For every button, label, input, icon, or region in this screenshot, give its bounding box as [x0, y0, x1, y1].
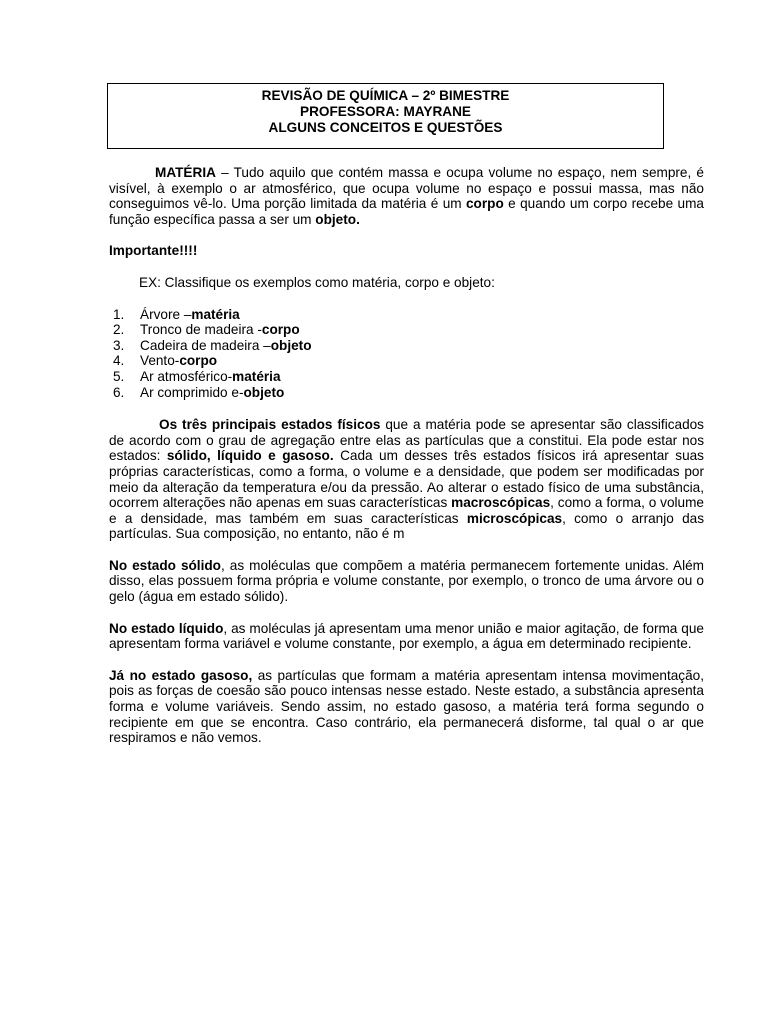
- materia-term: MATÉRIA: [155, 165, 216, 180]
- list-item: 4. Vento- corpo: [113, 353, 218, 369]
- title-line-3: ALGUNS CONCEITOS E QUESTÕES: [268, 120, 503, 135]
- document-body: [109, 165, 704, 746]
- exercise-list: [109, 307, 704, 401]
- gasoso-paragraph: Já no estado gasoso, as partículas que formam a matéria apresentam intensa movimentação, pois as forças de coesão são pouco intensas nesse estado. Neste estado, a substância apresenta forma e volume variáveis. Sendo assim, no estado gasoso, a matéria terá forma segundo o recipiente em que se encontra. Caso contrário, ela permanecerá disforme, tal qual o ar que respiramos e não vemos.: [109, 667, 704, 746]
- title-line-1: REVISÃO DE QUÍMICA – 2º BIMESTRE: [261, 88, 510, 103]
- estados-paragraph: Os três principais estados físicos que a matéria pode se apresentar são classificados de acordo com o grau de agregação entre elas as partículas que a constitui. Ela pode estar nos estados: sólido, líquido e gasoso. Cada um desses três estados físicos irá apresentar suas próprias características, como a forma, o volume e a densidade, que podem ser modificadas por meio da alteração da temperatura e/ou da pressão. Ao alterar o estado físico de uma substância, ocorrem alterações não apenas em suas características macroscópicas, como a forma, o volume e a densidade, mas também em suas características microscópicas, como o arranjo das partículas. Sua composição, no entanto, não é m: [109, 417, 704, 542]
- list-item: 1. Árvore – matéria: [113, 306, 240, 322]
- liquido-paragraph: No estado líquido, as moléculas já apresentam uma menor união e maior agitação, de forma que apresentam forma variável e volume constante, por exemplo, a água em determinado recipiente.: [109, 620, 704, 652]
- exercise-prompt: EX: Classifique os exemplos como matéria, corpo e objeto:: [139, 274, 495, 290]
- materia-paragraph: [109, 165, 704, 227]
- importante-heading: Importante!!!!: [109, 243, 198, 259]
- list-item: 2. Tronco de madeira - corpo: [113, 322, 300, 338]
- corpo-term: corpo: [465, 196, 504, 212]
- objeto-term: objeto.: [315, 211, 360, 227]
- materia-text-1: – Tudo aquilo que contém massa e ocupa volume no espaço, nem sempre, é visível, à exemplo o ar atmosférico, que ocupa volume no espaço e possui massa, mas não conseguimos vê-lo. Uma porção limitada da matéria é um: [109, 165, 704, 212]
- list-item: 5. Ar atmosférico- matéria: [113, 368, 281, 384]
- list-item: 3. Cadeira de madeira – objeto: [113, 337, 312, 353]
- materia-text-2: e quando um corpo recebe uma função específica passa a ser um: [109, 196, 704, 227]
- title-box: [107, 83, 664, 149]
- title-line-2: PROFESSORA: MAYRANE: [300, 104, 471, 119]
- list-item: 6. Ar comprimido e- objeto: [113, 384, 285, 400]
- solido-paragraph: No estado sólido, as moléculas que compõem a matéria permanecem fortemente unidas. Além disso, elas possuem forma própria e volume constante, por exemplo, o tronco de uma árvore ou o gelo (água em estado sólido).: [109, 557, 704, 605]
